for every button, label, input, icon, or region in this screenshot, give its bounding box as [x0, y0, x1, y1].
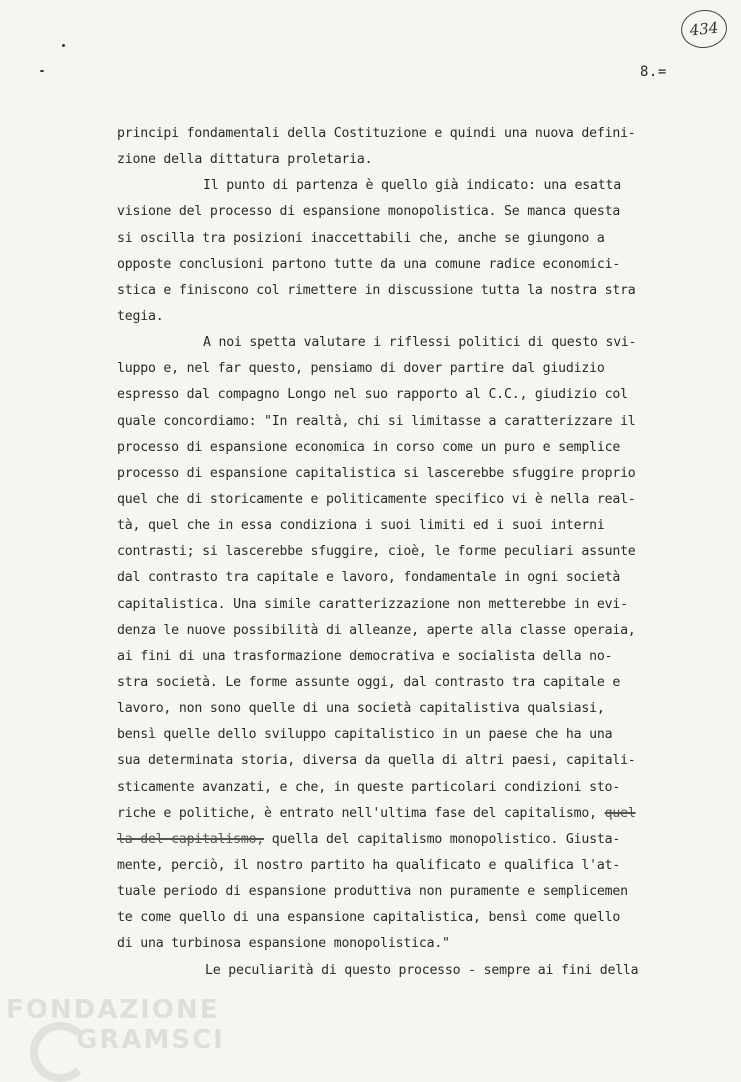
text-line: tegia. [117, 308, 164, 324]
archive-number: 434 [688, 18, 720, 40]
paper-speck [40, 70, 44, 72]
text-line: si oscilla tra posizioni inaccettabili che, anche se giungono a [117, 230, 605, 246]
text-line: quel che di storicamente e politicamente specifico vi è nella real- [117, 491, 636, 507]
text-segment: riche e politiche, è entrato nell'ultima fase del capitalismo, [117, 805, 597, 821]
text-line: processo di espansione economica in corso come un puro e semplice [117, 439, 621, 455]
text-line: Il punto di partenza è quello già indicato: una esatta [203, 178, 621, 194]
text-line: principi fondamentali della Costituzione e quindi una nuova defini- [117, 126, 636, 141]
text-line: lavoro, non sono quelle di una società capitalistiva qualsiasi, [117, 701, 605, 717]
text-line: te come quello di una espansione capitalistica, bensì come quello [117, 910, 621, 926]
text-line: Le peculiarità di questo processo - sempre ai fini della [205, 962, 639, 978]
watermark [6, 995, 225, 1055]
archive-number-stamp [679, 8, 729, 51]
text-line: processo di espansione capitalistica si lascerebbe sfuggire proprio [117, 465, 636, 481]
text-line: contrasti; si lascerebbe sfuggire, cioè, le forme peculiari assunte [117, 544, 636, 560]
text-line: espresso dal compagno Longo nel suo rapporto al C.C., giudizio col [117, 387, 628, 403]
text-line: opposte conclusioni partono tutte da una comune radice economici- [117, 256, 621, 272]
watermark-line: FONDAZIONE [6, 995, 220, 1025]
text-line: quale concordiamo: "In realtà, chi si limitasse a caratterizzare il [117, 413, 636, 429]
text-line: ai fini di una trasformazione democrativa e socialista della no- [117, 648, 613, 664]
text-line: stica e finiscono col rimettere in discussione tutta la nostra stra [117, 282, 636, 298]
struck-text: quel [604, 805, 636, 821]
text-line: luppo e, nel far questo, pensiamo di dover partire dal giudizio [117, 361, 605, 377]
page-number: 8.= [640, 64, 667, 80]
text-line: capitalistica. Una simile caratterizzazione non metterebbe in evi- [117, 596, 628, 612]
text-line: zione della dittatura proletaria. [117, 152, 373, 168]
text-line: A noi spetta valutare i riflessi politici di questo svi- [203, 335, 637, 351]
text-line: di una turbinosa espansione monopolistica." [117, 936, 450, 952]
text-line [117, 827, 717, 853]
text-line: sua determinata storia, diversa da quella di altri paesi, capitali- [117, 753, 636, 769]
paper-speck [62, 44, 65, 47]
text-line: dal contrasto tra capitale e lavoro, fondamentale in ogni società [117, 570, 621, 586]
text-line: visione del processo di espansione monopolistica. Se manca questa [117, 204, 621, 220]
text-line: stra società. Le forme assunte oggi, dal contrasto tra capitale e [117, 674, 621, 690]
text-line: bensì quelle dello sviluppo capitalistico in un paese che ha una [117, 727, 613, 743]
text-line: mente, perciò, il nostro partito ha qualificato e qualifica l'at- [117, 857, 621, 873]
text-line: sticamente avanzati, e che, in queste particolari condizioni sto- [117, 779, 621, 795]
text-segment: quella del capitalismo monopolistico. Giusta- [264, 831, 621, 847]
struck-text: la del capitalismo, [117, 831, 265, 847]
text-line: denza le nuove possibilità di alleanze, aperte alla classe operaia, [117, 622, 636, 638]
text-line: tuale periodo di espansione produttiva non puramente e semplicemen [117, 884, 628, 900]
watermark-line: GRAMSCI [76, 1025, 225, 1055]
typewritten-body [117, 121, 717, 984]
text-line: tà, quel che in essa condiziona i suoi limiti ed i suoi interni [117, 518, 605, 534]
text-line [117, 801, 717, 827]
